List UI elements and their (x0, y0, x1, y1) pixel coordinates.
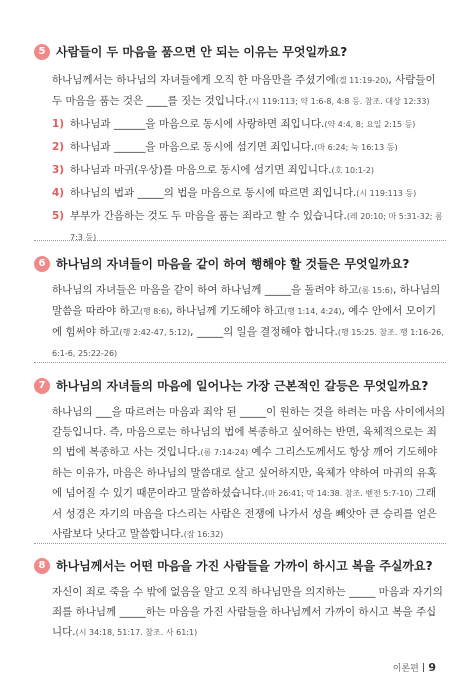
scripture-ref: (잠 16:32) (183, 530, 224, 539)
scripture-ref: (시 34:18, 51:17. 참조. 사 61:1) (75, 628, 198, 637)
answer-text: 하나님의 자녀들은 마음을 같이 하여 하나님께 _____을 돌려야 하고 (52, 284, 359, 296)
scripture-ref: (호 10:1-2) (331, 166, 374, 175)
item-number: 2) (52, 141, 65, 153)
question-number-badge: 8 (34, 558, 50, 574)
scripture-ref: (행 1:14, 4:24) (284, 307, 342, 316)
question-8-header (34, 558, 446, 580)
question-number-badge: 7 (34, 378, 50, 394)
answer-text: 그래서 성경은 자기의 마음을 다스리는 사람은 전쟁에 나가서 성을 빼앗아 큰 승리를 얻은 사람보다 낫다고 말씀합니다. (52, 487, 437, 540)
item-text: 하나님과 ______을 마음으로 동시에 사랑하면 죄입니다. (70, 118, 325, 130)
answer-text: , _____의 일을 결정해야 합니다. (190, 326, 338, 338)
scripture-ref: (행 15:25. 참조. 행 1:16-26, 6:1-6, 25:22-26) (52, 328, 444, 358)
item-text: 하나님과 마귀(우상)를 마음으로 동시에 섬기면 죄입니다. (70, 164, 332, 176)
answer-text: , 하나님의 말씀을 따라야 하고 (52, 284, 441, 317)
scripture-ref: (롬 15:6) (358, 286, 394, 295)
item-number: 4) (52, 187, 65, 199)
question-7-header (34, 378, 446, 400)
question-5-header (34, 44, 446, 66)
item-number: 1) (52, 118, 65, 130)
item-number: 3) (52, 164, 65, 176)
page-number: 9 (428, 661, 436, 674)
answer-text: , 하나님께 기도해야 하고 (169, 305, 284, 317)
answer-text: 자신이 죄로 죽을 수 밖에 없음을 알고 오직 하나님만을 의지하는 _____ 마음과 자기의 죄를 하나님께 _____하는 마음을 가진 사람들을 하나님께서 가까이 하시고 복을 주십니다. (52, 586, 443, 638)
question-number-badge: 6 (34, 256, 50, 272)
scripture-ref: (시 119:113 등) (356, 189, 417, 198)
list-item (34, 137, 446, 158)
question-8-answer (34, 582, 446, 643)
section-label: 이론편 (392, 664, 419, 674)
page-footer (393, 661, 436, 674)
list-item (34, 183, 446, 204)
item-text: 하나님과 ______을 마음으로 동시에 섬기면 죄입니다. (70, 141, 315, 153)
question-title: 하나님의 자녀들이 마음을 같이 하여 행해야 할 것들은 무엇일까요? (56, 257, 410, 271)
question-title: 사람들이 두 마음을 품으면 안 되는 이유는 무엇일까요? (56, 45, 348, 59)
list-item (34, 160, 446, 181)
list-item (34, 206, 446, 248)
scripture-ref: (마 26:41; 막 14:38. 참조. 벧전 5:7-10) (264, 489, 413, 498)
scripture-ref: (겔 11:19-20) (335, 76, 389, 85)
scripture-ref: (행 8:6) (139, 307, 170, 316)
question-6-answer (34, 280, 446, 364)
question-title: 하나님께서는 어떤 마음을 가진 사람들을 가까이 하시고 복을 주실까요? (56, 559, 433, 573)
section-divider (34, 240, 446, 241)
footer-divider (423, 663, 425, 672)
answer-text: 하나님의 ___을 따르려는 마음과 죄악 된 _____이 원하는 것을 하려는 마음 사이에서의 갈등입니다. 즉, 마음으로는 하나님의 법에 복종하고 싶어하는 반면, 육체적으로는 죄의 법에 복종하고 사는 것입니다. (52, 406, 446, 458)
scripture-ref: (레 20:10; 마 5:31-32; 롬 7:3 등) (70, 212, 443, 242)
question-6 (34, 256, 446, 364)
scripture-ref: (마 6:24; 눅 16:13 등) (314, 143, 398, 152)
list-item (34, 114, 446, 135)
scripture-ref: (약 4:4, 8; 요일 2:15 등) (324, 120, 416, 129)
scripture-ref: (행 2:42-47, 5:12) (119, 328, 191, 337)
item-text: 부부가 간음하는 것도 두 마음을 품는 죄라고 할 수 있습니다. (70, 210, 347, 222)
item-text: 하나님의 법과 _____의 법을 마음으로 동시에 따르면 죄입니다. (70, 187, 357, 199)
intro-text-2: , 사람들이 두 마음을 품는 것은 ____를 짓는 것입니다. (52, 74, 436, 107)
question-7-answer (34, 402, 446, 545)
section-divider (34, 362, 446, 363)
question-5 (34, 44, 446, 248)
question-7 (34, 378, 446, 545)
question-number-badge: 5 (34, 44, 50, 60)
section-divider (34, 543, 446, 544)
question-title: 하나님의 자녀들의 마음에 일어나는 가장 근본적인 갈등은 무엇일까요? (56, 379, 429, 393)
scripture-ref: (시 119:113; 약 1:6-8, 4:8 등. 참조. 대상 12:33) (248, 97, 430, 106)
scripture-ref: (롬 7:14-24) (200, 448, 249, 457)
question-5-intro (34, 70, 446, 112)
answer-text: 예수 그리스도께서도 항상 깨어 기도해야 하는 이유가, 마음은 하나님의 말씀대로 살고 싶어하지만, 육체가 약하여 마귀의 유혹에 넘어질 수 있기 때문이라고 말씀하셨습니다. (52, 446, 438, 499)
answer-text: , 예수 안에서 모이기에 힘써야 하고 (52, 305, 437, 338)
question-8 (34, 558, 446, 643)
item-number: 5) (52, 210, 65, 222)
intro-text: 하나님께서는 하나님의 자녀들에게 오직 한 마음만을 주셨기에 (52, 74, 336, 86)
question-6-header (34, 256, 446, 278)
